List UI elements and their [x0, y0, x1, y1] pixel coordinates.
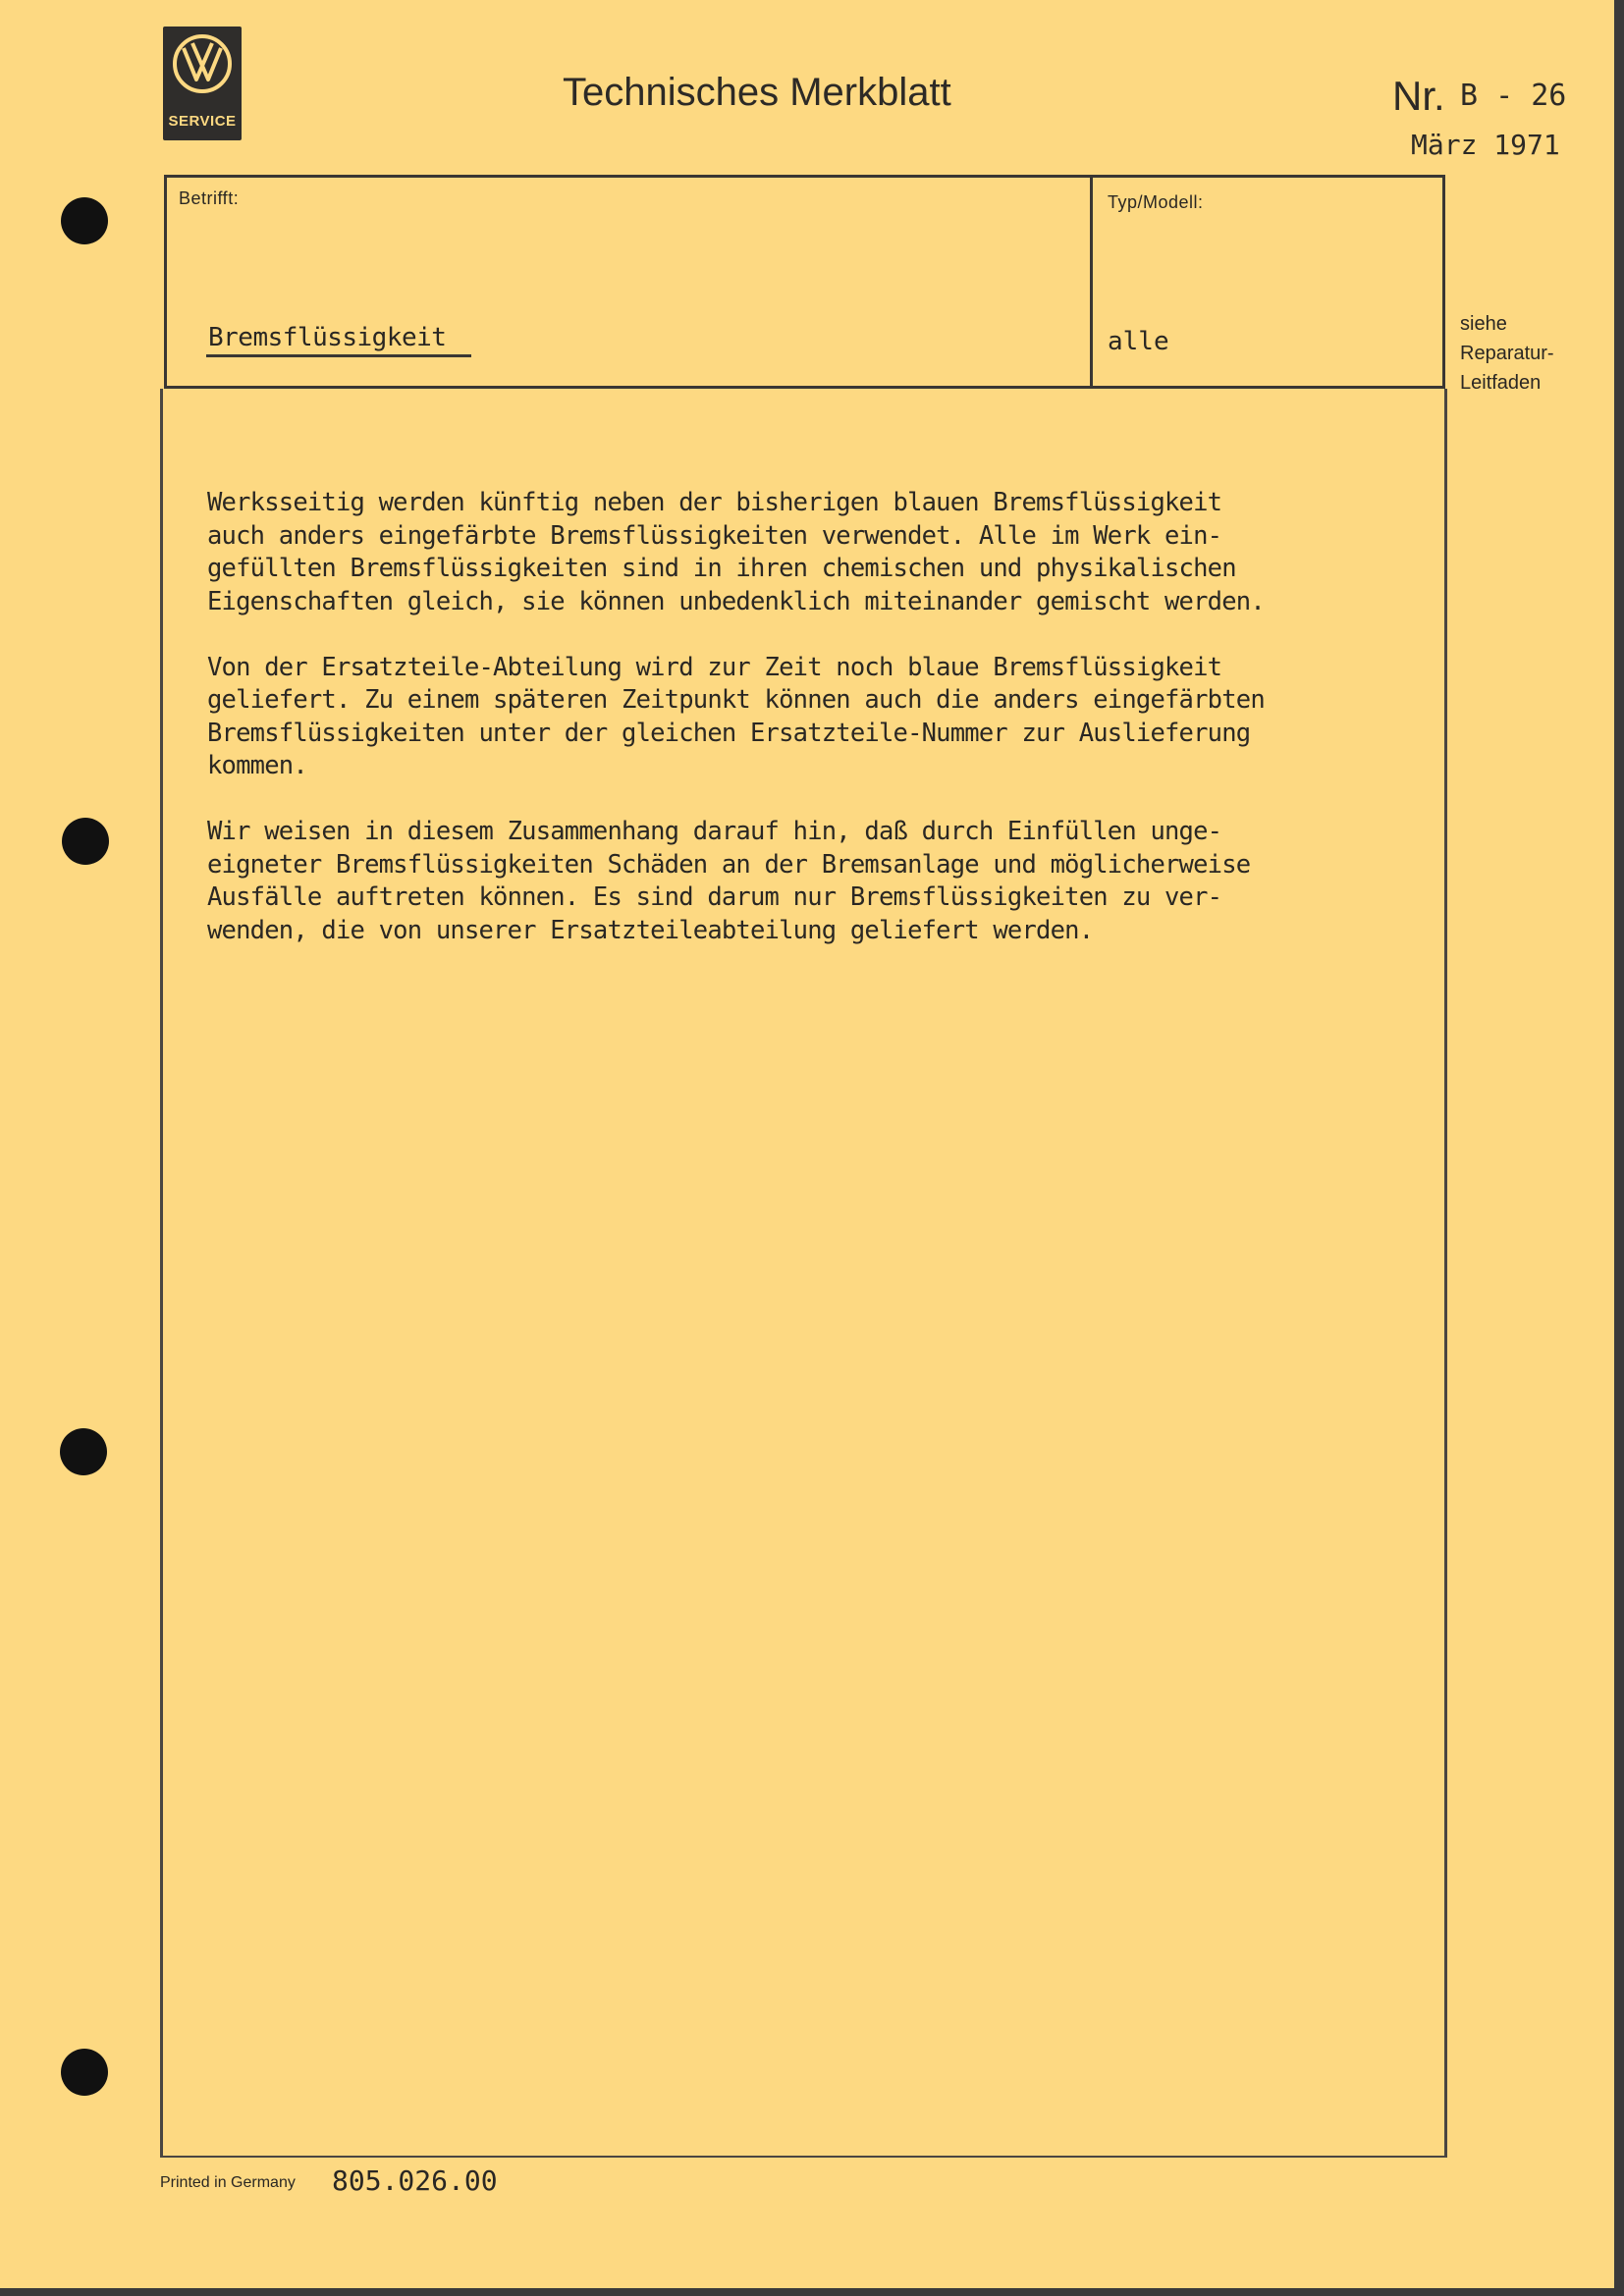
betrifft-label: Betrifft: [179, 188, 240, 208]
text-line: Werksseitig werden künftig neben der bisherigen blauen Bremsflüssigkeit [207, 488, 1222, 517]
text-line: Bremsflüssigkeiten unter der gleichen Ersatzteile-Nummer zur Auslieferung [207, 718, 1251, 748]
side-note [1460, 309, 1554, 398]
text-line: Ausfälle auftreten können. Es sind darum nur Bremsflüssigkeiten zu ver- [207, 882, 1222, 912]
subject-text: Bremsflüssigkeit [208, 323, 447, 352]
body-text [207, 487, 1425, 981]
vw-service-logo [163, 27, 242, 140]
issue-date: März 1971 [1411, 129, 1560, 161]
page-edge-bottom [0, 2288, 1624, 2296]
body-frame-bottom [160, 2156, 1447, 2158]
text-line: Von der Ersatzteile-Abteilung wird zur Zeit noch blaue Bremsflüssigkeit [207, 652, 1222, 682]
printed-in-germany: Printed in Germany [160, 2174, 296, 2191]
subject-underline [206, 354, 471, 357]
side-note-line: Leitfaden [1460, 372, 1542, 394]
paragraph [207, 816, 1425, 947]
subject-box-divider [1090, 175, 1093, 389]
body-frame-left [160, 389, 163, 2158]
text-line: geliefert. Zu einem späteren Zeitpunkt können auch die anders eingefärbten [207, 685, 1265, 715]
text-line: auch anders eingefärbte Bremsflüssigkeiten verwendet. Alle im Werk ein- [207, 520, 1222, 551]
punch-hole [61, 2049, 108, 2096]
body-frame-right [1444, 389, 1447, 2158]
side-note-line: siehe [1460, 313, 1507, 335]
typ-modell-label: Typ/Modell: [1108, 192, 1204, 212]
punch-hole [62, 818, 109, 865]
nr-label: Nr. [1392, 73, 1445, 119]
text-line: Eigenschaften gleich, sie können unbedenklich miteinander gemischt werden. [207, 586, 1265, 616]
logo-service-text: SERVICE [168, 113, 237, 130]
text-line: gefüllten Bremsflüssigkeiten sind in ihren chemischen und physikalischen [207, 554, 1236, 583]
page-edge-right [1614, 0, 1624, 2296]
text-line: wenden, die von unserer Ersatzteileabteilung geliefert werden. [207, 915, 1094, 945]
form-code: 805.026.00 [332, 2164, 498, 2197]
paragraph [207, 652, 1425, 783]
punch-hole [60, 1428, 107, 1475]
nr-value: B - 26 [1460, 79, 1567, 113]
vw-logo-icon [172, 33, 233, 94]
text-line: Wir weisen in diesem Zusammenhang darauf hin, daß durch Einfüllen unge- [207, 817, 1222, 846]
paragraph [207, 487, 1425, 618]
side-note-line: Reparatur- [1460, 343, 1554, 364]
text-line: kommen. [207, 751, 307, 780]
model-text: alle [1108, 327, 1169, 356]
text-line: eigneter Bremsflüssigkeiten Schäden an der Bremsanlage und möglicherweise [207, 849, 1251, 880]
punch-hole [61, 197, 108, 244]
document-title: Technisches Merkblatt [563, 71, 951, 114]
